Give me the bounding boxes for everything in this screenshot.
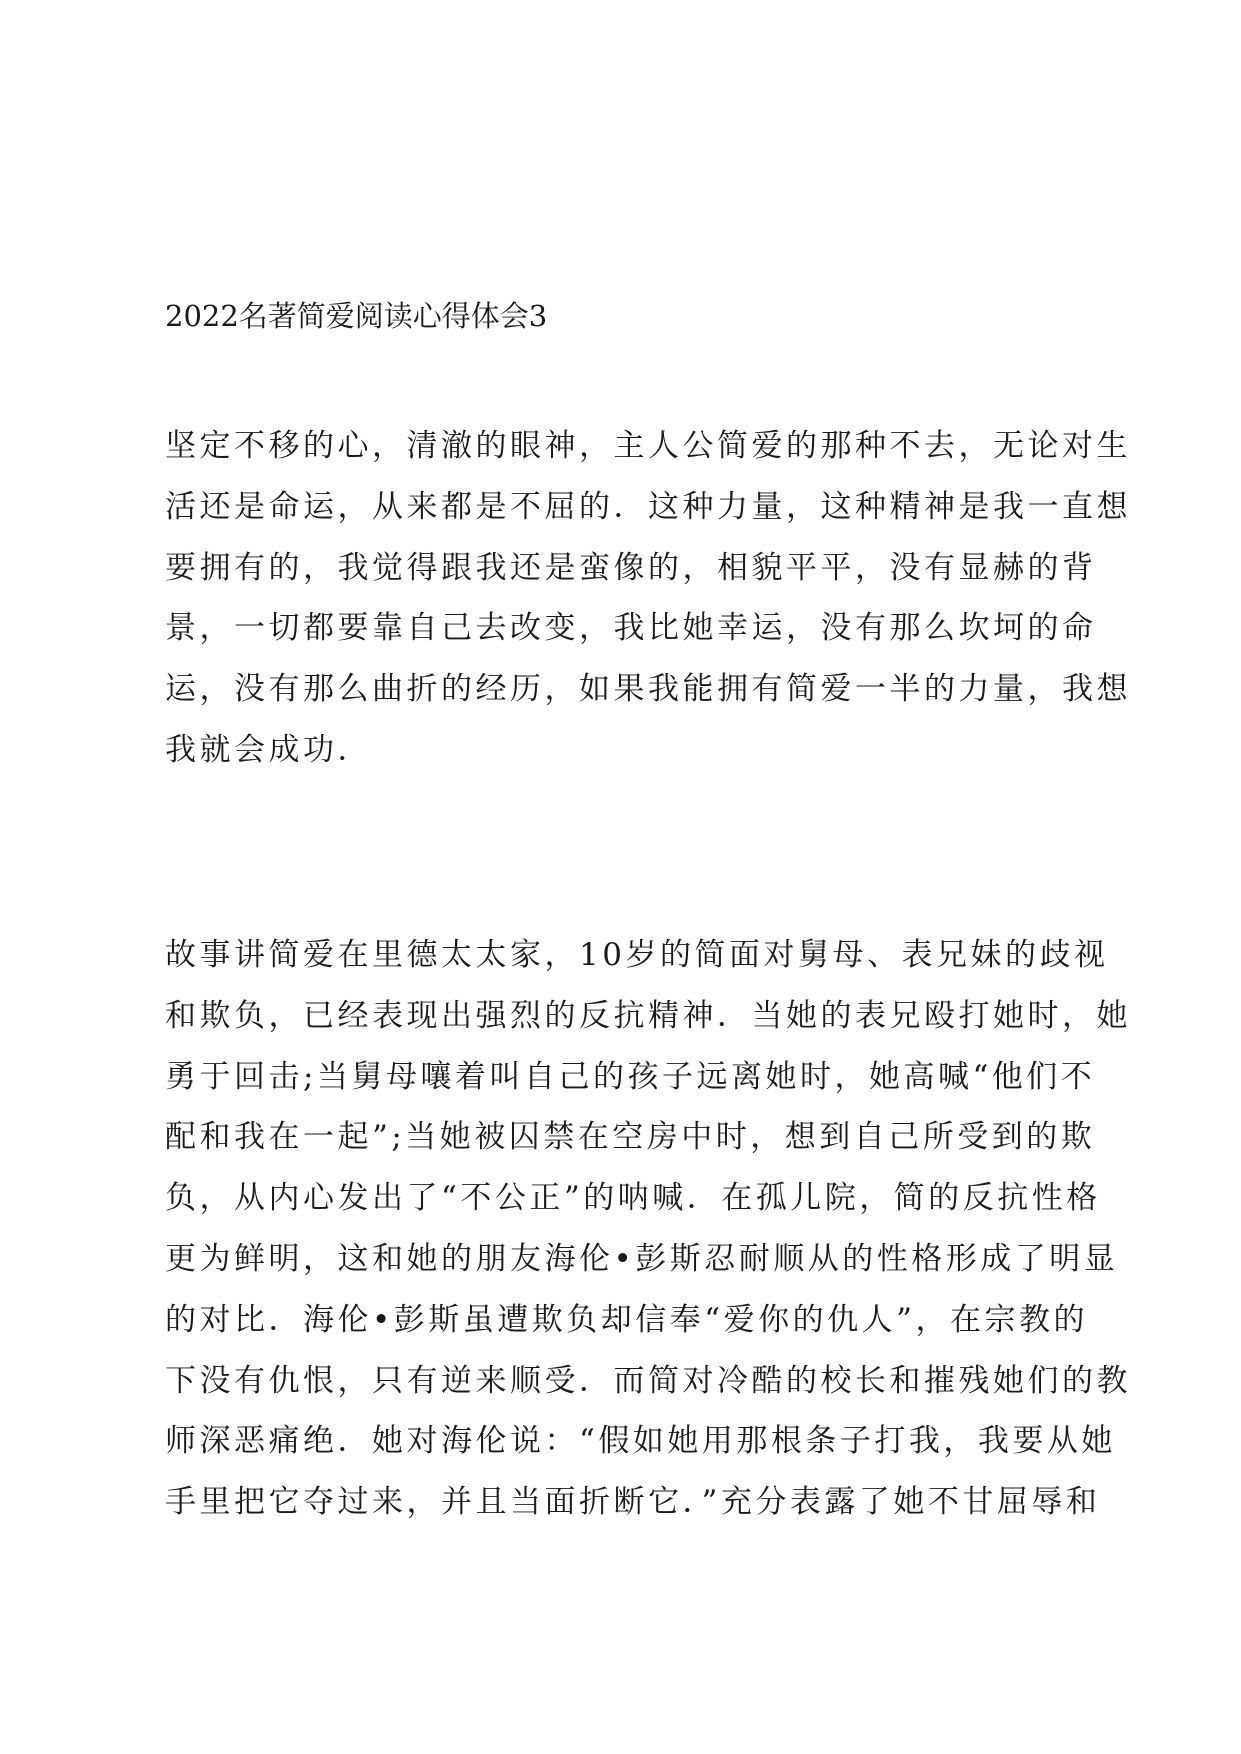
- paragraph-1: [165, 416, 1131, 781]
- paragraph-line: 的对比．海伦•彭斯虽遭欺负却信奉“爱你的仇人”，在宗教的: [165, 1301, 1088, 1338]
- paragraph-line: 活还是命运，从来都是不屈的．这种力量，这种精神是我一直想: [165, 488, 1131, 525]
- paragraph-line: 更为鲜明，这和她的朋友海伦•彭斯忍耐顺从的性格形成了明显: [165, 1240, 1119, 1277]
- paragraph-line: 故事讲简爱在里德太太家，10岁的简面对舅母、表兄妹的歧视: [165, 937, 1109, 973]
- paragraph-line: 负，从内心发出了“不公正”的呐喊．在孤儿院，简的反抗性格: [165, 1180, 1101, 1217]
- paragraph-line: 要拥有的，我觉得跟我还是蛮像的，相貌平平，没有显赫的背: [165, 549, 1097, 586]
- document-title: 2022名著简爱阅读心得体会3: [165, 299, 548, 333]
- paragraph-line: 配和我在一起”;当她被囚禁在空房中时，想到自己所受到的欺: [165, 1119, 1096, 1156]
- paragraph-line: 和欺负，已经表现出强烈的反抗精神．当她的表兄殴打她时，她: [165, 997, 1131, 1034]
- paragraph-line: 坚定不移的心，清澈的眼神，主人公简爱的那种不去，无论对生: [165, 428, 1131, 464]
- paragraph-2: [165, 925, 1131, 1533]
- paragraph-line: 勇于回击;当舅母嚷着叫自己的孩子远离她时，她高喊“他们不: [165, 1058, 1096, 1095]
- paragraph-line: 我就会成功．: [165, 731, 372, 768]
- paragraph-line: 手里把它夺过来，并且当面折断它．”充分表露了她不甘屈辱和: [165, 1484, 1101, 1521]
- paragraph-line: 师深恶痛绝．她对海伦说：“假如她用那根条子打我，我要从她: [165, 1423, 1116, 1460]
- paragraph-line: 运，没有那么曲折的经历，如果我能拥有简爱一半的力量，我想: [165, 671, 1131, 708]
- paragraph-line: 景，一切都要靠自己去改变，我比她幸运，没有那么坎坷的命: [165, 610, 1097, 647]
- paragraph-line: 下没有仇恨，只有逆来顺受．而简对冷酷的校长和摧残她们的教: [165, 1362, 1131, 1399]
